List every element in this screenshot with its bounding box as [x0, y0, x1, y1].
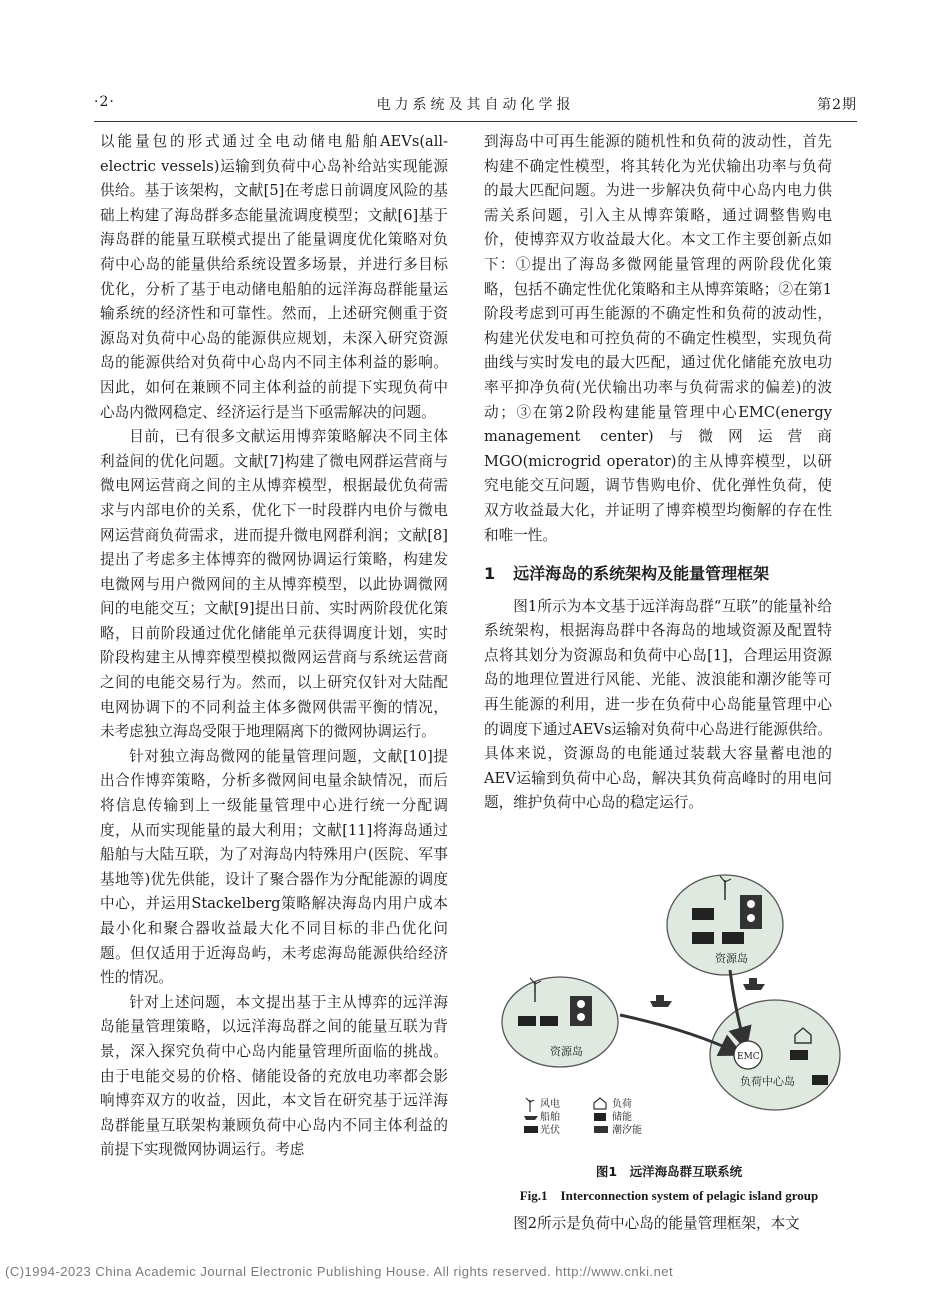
- issue-number: 第2期: [817, 97, 857, 113]
- svg-text:潮汐能: 潮汐能: [612, 1125, 642, 1136]
- svg-text:负荷: 负荷: [612, 1099, 632, 1110]
- load-center-island: [710, 1000, 840, 1110]
- svg-text:光伏: 光伏: [540, 1125, 560, 1136]
- legend: [524, 1097, 642, 1136]
- svg-text:船舶: 船舶: [540, 1112, 560, 1123]
- section-title: 远洋海岛的系统架构及能量管理框架: [513, 564, 770, 584]
- paragraph: 图2所示是负荷中心岛的能量管理框架，本文: [513, 1215, 800, 1232]
- section-number: 1: [484, 564, 496, 584]
- island-diagram: [500, 870, 845, 1160]
- paragraph: 图1所示为本文基于远洋海岛群“互联”的能量补给系统架构，根据海岛群中各海岛的地域资源及配置特点将其划分为资源岛和负荷中心岛[1]，合理运用资源岛的地理位置进行风能、光能、波浪能和潮汐能等可再生能源的利用，进一步在负荷中心岛能量管理中心的调度下通过AEVs运输对负荷中心岛进行能源供给。具体来说，资源岛的电能通过装载大容量蓄电池的AEV运输到负荷中心岛，解决其负荷高峰时的用电问题，维护负荷中心岛的稳定运行。: [484, 597, 832, 812]
- pv-panel-icon: [790, 1050, 808, 1060]
- paragraph: 针对独立海岛微网的能量管理问题，文献[10]提出合作博弈策略，分析多微网间电量余缺情况，而后将信息传输到上一级能量管理中心进行统一分配调度，从而实现能量的最大利用；文献[11]将海岛通过船舶与大陆互联，为了对海岛内特殊用户(医院、军事基地等)优先供能，设计了聚合器作为分配能源的调度中心，并运用Stackelberg策略解决海岛内用户成本最小化和聚合器收益最大化不同目标的非凸优化问题。但仅适用于近海岛屿，未考虑海岛能源供给经济性的情况。: [100, 747, 448, 987]
- copyright-footer: (C)1994-2023 China Academic Journal Electronic Publishing House. All rights reserved. http://www.cnki.net: [5, 1264, 674, 1279]
- section-heading: [484, 562, 832, 587]
- label-resource-top: 资源岛: [715, 952, 748, 965]
- journal-title: 电力系统及其自动化学报: [376, 97, 575, 113]
- ship-icon: [743, 978, 765, 990]
- storage-building-icon: [570, 996, 592, 1026]
- paragraph: 以能量包的形式通过全电动储电船舶AEVs(all-electric vessels)运输到负荷中心岛补给站实现能源供给。基于该架构，文献[5]在考虑日前调度风险的基础上构建了海岛群多态能量流调度模型；文献[6]基于海岛群的能量互联模式提出了能量调度优化策略对负荷中心岛的能量供给系统设置多场景，并进行多目标优化，分析了基于电动储电船舶的远洋海岛群能量运输系统的经济性和可靠性。然而，上述研究侧重于资源岛对负荷中心岛的能源供应规划，未深入研究资源岛的能源供给对负荷中心岛内不同主体利益的影响。因此，如何在兼顾不同主体利益的前提下实现负荷中心岛内微网稳定、经济运行是当下亟需解决的问题。: [100, 133, 448, 421]
- storage-building-icon: [740, 895, 762, 929]
- right-column: [484, 130, 832, 816]
- page-number: ·2·: [94, 94, 115, 110]
- running-header: [94, 94, 857, 116]
- paragraph: 到海岛中可再生能源的随机性和负荷的波动性，首先构建不确定性模型，将其转化为光伏输出功率与负荷的最大匹配问题。为进一步解决负荷中心岛内电力供需关系问题，引入主从博弈策略，通过调整售购电价，使博弈双方收益最大化。本文工作主要创新点如下：①提出了海岛多微网能量管理的两阶段优化策略，包括不确定性优化策略和主从博弈策略；②在第1阶段考虑到可再生能源的不确定性和负荷的波动性，构建光伏发电和可控负荷的不确定性模型，实现负荷曲线与实时发电的最大匹配，通过优化储能充放电功率平抑净负荷(光伏输出功率与负荷需求的偏差)的波动；③在第2阶段构建能量管理中心EMC(energy management center)与微网运营商MGO(microgrid operator)的主从博弈模型，以研究电能交互问题，调节售购电价、优化弹性负荷，使双方收益最大化，并证明了博弈模型均衡解的存在性和唯一性。: [484, 133, 832, 544]
- paragraph: 目前，已有很多文献运用博弈策略解决不同主体利益间的优化问题。文献[7]构建了微电网群运营商与微电网运营商之间的主从博弈模型，根据最优负荷需求与内部电价的关系，优化下一时段群内电价与微电网运营商负荷需求，进而提升微电网群利润；文献[8]提出了考虑多主体博弈的微网协调运行策略，构建发电微网与用户微网间的主从博弈模型，以此协调微网间的电能交互；文献[9]提出日前、实时两阶段优化策略，日前阶段通过优化储能单元获得调度计划，实时阶段构建主从博弈模型模拟微网运营商与系统运营商之间的电能交易行为。然而，以上研究仅针对大陆配电网协调下的不同利益主体多微网供需平衡的情况，未考虑独立海岛受限于地理隔离下的微网协调运行。: [100, 428, 448, 741]
- label-resource-left: 资源岛: [550, 1045, 583, 1058]
- battery-icon: [812, 1075, 828, 1085]
- figure-caption-cn: 图1 远洋海岛群互联系统: [595, 1164, 743, 1179]
- left-column: [100, 130, 448, 1163]
- figure-caption-en: Fig.1 Interconnection system of pelagic island group: [519, 1188, 819, 1203]
- ship-icon: [650, 995, 672, 1007]
- svg-text:风电: 风电: [540, 1099, 560, 1110]
- label-emc: EMC: [737, 1052, 760, 1062]
- header-rule: [94, 121, 857, 122]
- paragraph: 针对上述问题，本文提出基于主从博弈的远洋海岛能量管理策略，以远洋海岛群之间的能量互联为背景，深入探究负荷中心岛内能量管理所面临的挑战。由于电能交易的价格、储能设备的充放电功率都会影响博弈双方的收益，因此，本文旨在研究基于远洋海岛群能量互联架构兼顾负荷中心岛内不同主体利益的前提下实现微网协调运行。考虑: [100, 993, 448, 1159]
- label-load-center: 负荷中心岛: [740, 1075, 795, 1088]
- svg-text:储能: 储能: [612, 1112, 632, 1123]
- figure-1: [500, 870, 845, 1160]
